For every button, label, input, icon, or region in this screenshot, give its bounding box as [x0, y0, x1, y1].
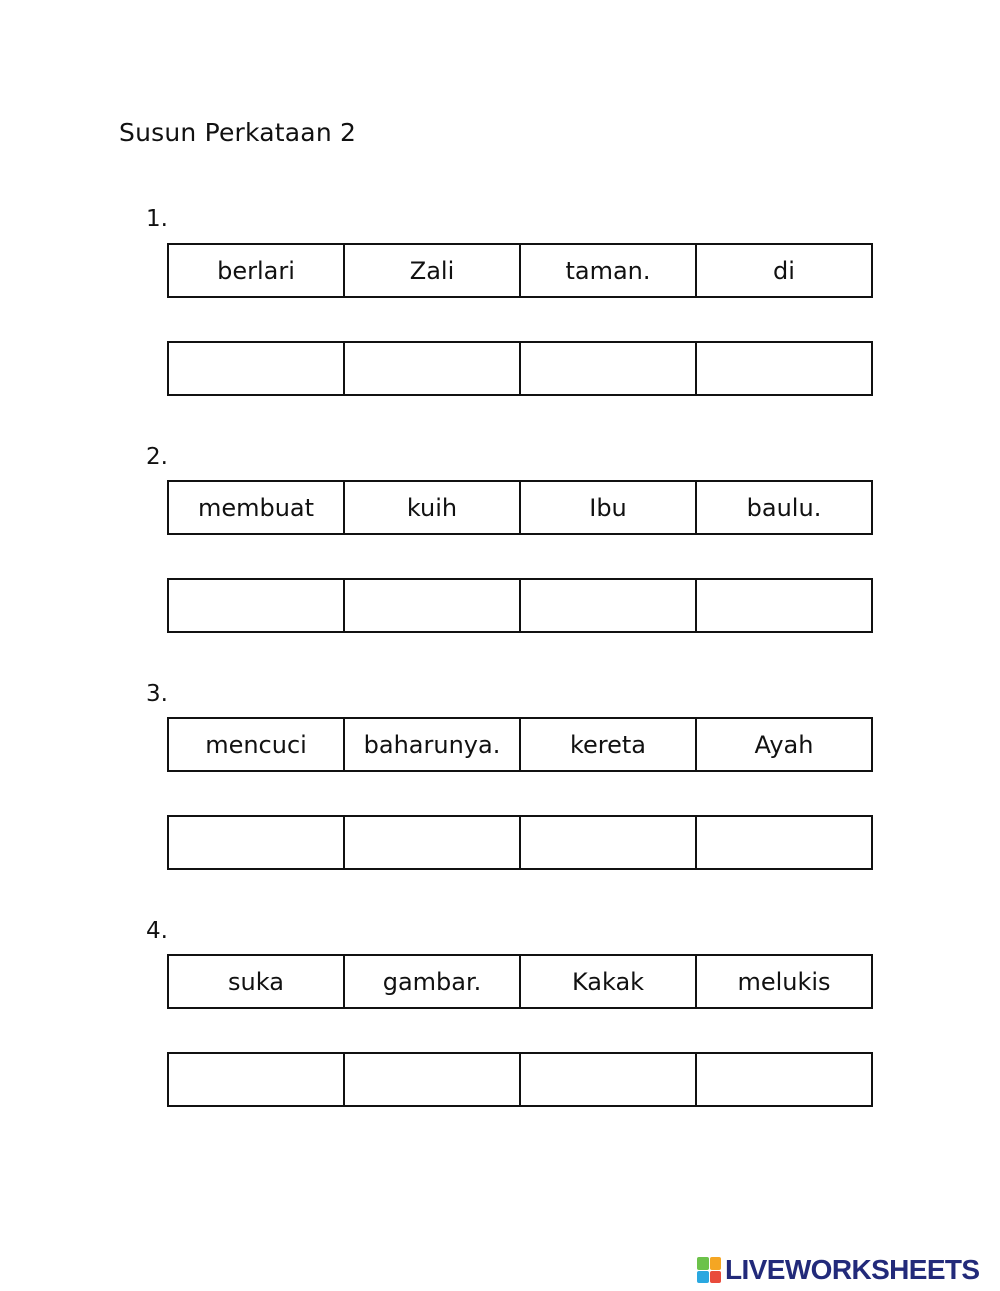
- answer-row-4: [167, 1052, 873, 1107]
- logo-square: [710, 1257, 722, 1270]
- answer-input[interactable]: [169, 1054, 343, 1105]
- answer-cell[interactable]: [345, 817, 521, 868]
- word-tile: Ayah: [754, 730, 814, 759]
- answer-cell[interactable]: [345, 343, 521, 394]
- answer-cell[interactable]: [697, 1054, 871, 1105]
- answer-cell[interactable]: [169, 343, 345, 394]
- word-row-2: [167, 480, 873, 535]
- word-tile: mencuci: [169, 719, 345, 770]
- answer-input[interactable]: [169, 343, 343, 394]
- answer-cell[interactable]: [521, 817, 697, 868]
- word-tile: baharunya.: [345, 719, 521, 770]
- word-tile: Zali: [345, 245, 521, 296]
- answer-row-1: [167, 341, 873, 396]
- answer-cell[interactable]: [169, 1054, 345, 1105]
- answer-input[interactable]: [169, 817, 343, 868]
- logo-square: [697, 1257, 709, 1270]
- answer-input[interactable]: [697, 817, 871, 868]
- answer-input[interactable]: [697, 343, 871, 394]
- answer-cell[interactable]: [521, 343, 697, 394]
- liveworksheets-brand: [697, 1255, 980, 1285]
- answer-cell[interactable]: [521, 580, 697, 631]
- answer-input[interactable]: [345, 343, 519, 394]
- word-tile: taman.: [521, 245, 697, 296]
- answer-input[interactable]: [697, 580, 871, 631]
- word-tile: berlari: [169, 245, 345, 296]
- question-number-2: 2.: [146, 444, 168, 470]
- answer-input[interactable]: [521, 1054, 695, 1105]
- brand-name: LIVEWORKSHEETS: [725, 1254, 980, 1285]
- word-row-3: [167, 717, 873, 772]
- answer-cell[interactable]: [697, 580, 871, 631]
- answer-cell[interactable]: [521, 1054, 697, 1105]
- answer-row-3: [167, 815, 873, 870]
- answer-input[interactable]: [521, 817, 695, 868]
- word-row-4: [167, 954, 873, 1009]
- word-tile: membuat: [169, 482, 345, 533]
- answer-cell[interactable]: [697, 343, 871, 394]
- word-tile: di: [773, 256, 795, 285]
- word-tile: suka: [169, 956, 345, 1007]
- question-number-3: 3.: [146, 681, 168, 707]
- answer-input[interactable]: [697, 1054, 871, 1105]
- answer-input[interactable]: [345, 817, 519, 868]
- word-tile: kuih: [345, 482, 521, 533]
- answer-cell[interactable]: [169, 817, 345, 868]
- word-tile: kereta: [521, 719, 697, 770]
- answer-input[interactable]: [169, 580, 343, 631]
- word-tile: baulu.: [746, 493, 822, 522]
- word-tile: gambar.: [345, 956, 521, 1007]
- answer-input[interactable]: [521, 343, 695, 394]
- liveworksheets-logo-icon: [697, 1257, 721, 1283]
- logo-square: [697, 1271, 709, 1284]
- question-number-4: 4.: [146, 918, 168, 944]
- answer-cell[interactable]: [697, 817, 871, 868]
- answer-cell[interactable]: [345, 1054, 521, 1105]
- answer-input[interactable]: [345, 1054, 519, 1105]
- word-row-1: [167, 243, 873, 298]
- word-tile: melukis: [737, 967, 831, 996]
- answer-cell[interactable]: [345, 580, 521, 631]
- word-tile: Ibu: [521, 482, 697, 533]
- answer-row-2: [167, 578, 873, 633]
- word-tile: Kakak: [521, 956, 697, 1007]
- answer-input[interactable]: [521, 580, 695, 631]
- answer-cell[interactable]: [169, 580, 345, 631]
- logo-square: [710, 1271, 722, 1284]
- question-number-1: 1.: [146, 206, 168, 232]
- worksheet-title: Susun Perkataan 2: [119, 118, 357, 147]
- answer-input[interactable]: [345, 580, 519, 631]
